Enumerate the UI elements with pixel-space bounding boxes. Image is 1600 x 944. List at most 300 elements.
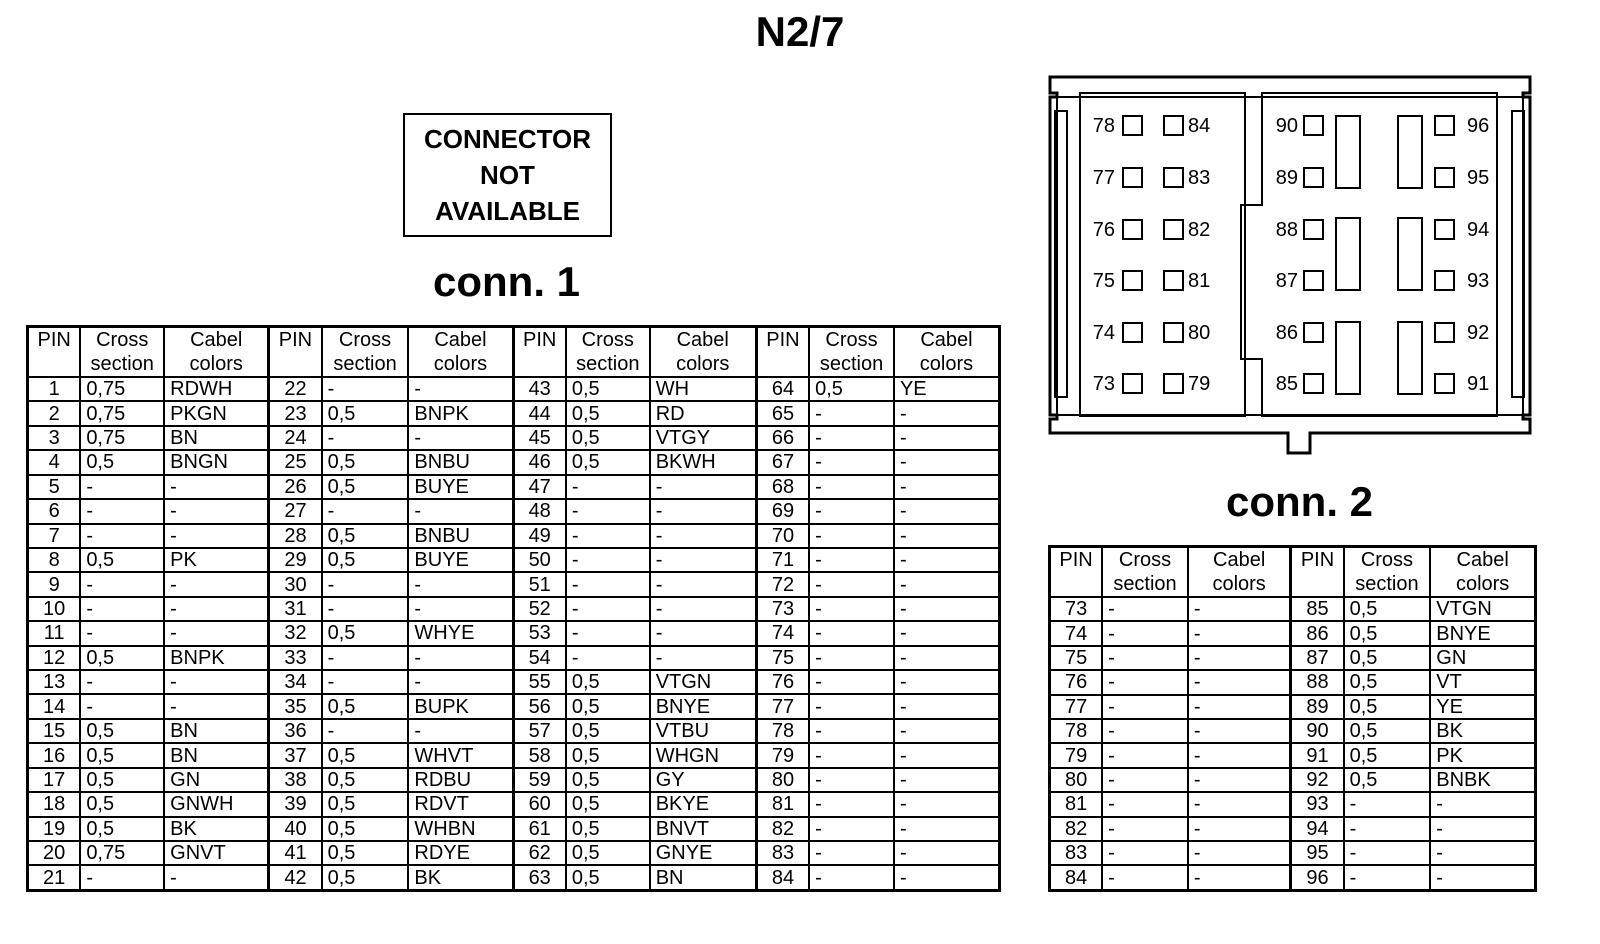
pin-number: 79 bbox=[1050, 743, 1103, 767]
pin-number: 52 bbox=[513, 597, 566, 621]
pin-number: 40 bbox=[269, 817, 322, 841]
conn1-header-cross-section: Cross section bbox=[322, 327, 409, 378]
cabel-color-value: BNBK bbox=[1430, 768, 1535, 792]
table-row bbox=[1050, 597, 1536, 621]
pin-number: 81 bbox=[756, 792, 809, 816]
pin-number: 81 bbox=[1050, 792, 1103, 816]
cabel-color-value: BNBU bbox=[408, 524, 513, 548]
conn2-header-pin: PIN bbox=[1050, 547, 1103, 598]
cross-section-value: 0,75 bbox=[80, 377, 164, 401]
cabel-color-value: - bbox=[894, 646, 1000, 670]
cross-section-value: - bbox=[80, 475, 164, 499]
table-row bbox=[28, 817, 1000, 841]
pin-number: 61 bbox=[513, 817, 566, 841]
cross-section-value: - bbox=[322, 719, 409, 743]
pin-number: 46 bbox=[513, 450, 566, 474]
pin-number: 32 bbox=[269, 621, 322, 645]
cross-section-value: - bbox=[809, 792, 894, 816]
cross-section-value: 0,5 bbox=[322, 865, 409, 890]
cross-section-value: 0,5 bbox=[566, 768, 650, 792]
cabel-color-value: GNVT bbox=[164, 841, 269, 865]
cabel-color-value: - bbox=[164, 597, 269, 621]
pin-number: 59 bbox=[513, 768, 566, 792]
contact-slot bbox=[1336, 322, 1360, 394]
cross-section-value: - bbox=[1344, 792, 1431, 816]
pin-socket bbox=[1304, 374, 1323, 393]
conn2-label: conn. 2 bbox=[1226, 478, 1374, 525]
pin-number: 80 bbox=[1050, 768, 1103, 792]
cabel-color-value: GNWH bbox=[164, 792, 269, 816]
pin-label: 90 bbox=[1275, 115, 1298, 137]
cabel-color-value: - bbox=[164, 524, 269, 548]
cross-section-value: - bbox=[322, 670, 409, 694]
pin-label: 84 bbox=[1188, 115, 1211, 137]
cross-section-value: 0,5 bbox=[566, 426, 650, 450]
cabel-color-value: BN bbox=[164, 426, 269, 450]
cross-section-value: - bbox=[1102, 817, 1188, 841]
cabel-color-value: - bbox=[1430, 792, 1535, 816]
pin-socket bbox=[1435, 220, 1454, 239]
cross-section-value: 0,5 bbox=[322, 548, 409, 572]
cross-section-value: 0,5 bbox=[1344, 670, 1431, 694]
cabel-color-value: - bbox=[650, 572, 757, 596]
cross-section-value: 0,5 bbox=[566, 841, 650, 865]
cross-section-value: 0,5 bbox=[80, 450, 164, 474]
table-row bbox=[28, 377, 1000, 401]
pin-number: 25 bbox=[269, 450, 322, 474]
cabel-color-value: - bbox=[1430, 817, 1535, 841]
cross-section-value: 0,5 bbox=[566, 694, 650, 718]
cabel-color-value: - bbox=[164, 865, 269, 890]
table-row bbox=[1050, 743, 1536, 767]
cabel-color-value: VT bbox=[1430, 670, 1535, 694]
cabel-color-value: BKYE bbox=[650, 792, 757, 816]
cross-section-value: 0,5 bbox=[322, 694, 409, 718]
pin-number: 73 bbox=[1050, 597, 1103, 621]
cross-section-value: - bbox=[566, 524, 650, 548]
cabel-color-value: WHYE bbox=[408, 621, 513, 645]
cross-section-value: - bbox=[809, 475, 894, 499]
pin-number: 73 bbox=[756, 597, 809, 621]
pin-number: 93 bbox=[1291, 792, 1344, 816]
pin-number: 95 bbox=[1291, 841, 1344, 865]
pin-label: 82 bbox=[1188, 219, 1211, 241]
cabel-color-value: BK bbox=[1430, 719, 1535, 743]
table-row bbox=[1050, 621, 1536, 645]
table-row bbox=[28, 524, 1000, 548]
pin-number: 7 bbox=[28, 524, 81, 548]
cabel-color-value: BNPK bbox=[164, 646, 269, 670]
pin-number: 66 bbox=[756, 426, 809, 450]
table-row bbox=[1050, 646, 1536, 670]
cabel-color-value: - bbox=[164, 694, 269, 718]
pin-socket bbox=[1123, 323, 1142, 342]
cabel-color-value: - bbox=[408, 572, 513, 596]
cross-section-value: - bbox=[809, 841, 894, 865]
cabel-color-value: - bbox=[650, 548, 757, 572]
right-pin-block bbox=[1241, 93, 1497, 416]
pin-number: 45 bbox=[513, 426, 566, 450]
cabel-color-value: - bbox=[1188, 743, 1291, 767]
pin-socket bbox=[1164, 323, 1183, 342]
conn1-header-cabel-colors: Cabel colors bbox=[650, 327, 757, 378]
table-row bbox=[1050, 841, 1536, 865]
cross-section-value: - bbox=[1344, 865, 1431, 890]
cabel-color-value: - bbox=[164, 572, 269, 596]
pin-number: 80 bbox=[756, 768, 809, 792]
cabel-color-value: VTGN bbox=[1430, 597, 1535, 621]
cross-section-value: 0,5 bbox=[566, 817, 650, 841]
table-row bbox=[28, 572, 1000, 596]
pin-number: 83 bbox=[756, 841, 809, 865]
pin-number: 55 bbox=[513, 670, 566, 694]
table-row bbox=[28, 694, 1000, 718]
cabel-color-value: - bbox=[1188, 817, 1291, 841]
page-title: N2/7 bbox=[755, 8, 845, 55]
pin-number: 51 bbox=[513, 572, 566, 596]
conn1-header-row bbox=[28, 327, 1000, 378]
pin-number: 23 bbox=[269, 401, 322, 425]
table-row bbox=[28, 865, 1000, 890]
cabel-color-value: - bbox=[408, 646, 513, 670]
cross-section-value: 0,5 bbox=[322, 621, 409, 645]
conn1-header-pin: PIN bbox=[756, 327, 809, 378]
pin-number: 49 bbox=[513, 524, 566, 548]
cabel-color-value: PKGN bbox=[164, 401, 269, 425]
cross-section-value: - bbox=[1102, 743, 1188, 767]
cross-section-value: - bbox=[566, 499, 650, 523]
table-row bbox=[28, 743, 1000, 767]
cabel-color-value: YE bbox=[894, 377, 1000, 401]
cross-section-value: 0,5 bbox=[566, 719, 650, 743]
pin-number: 85 bbox=[1291, 597, 1344, 621]
pin-number: 36 bbox=[269, 719, 322, 743]
pin-number: 74 bbox=[756, 621, 809, 645]
pin-number: 63 bbox=[513, 865, 566, 890]
contact-slot bbox=[1398, 322, 1422, 394]
pin-socket bbox=[1435, 271, 1454, 290]
cabel-color-value: - bbox=[408, 426, 513, 450]
cabel-color-value: - bbox=[894, 401, 1000, 425]
pin-number: 30 bbox=[269, 572, 322, 596]
cross-section-value: 0,5 bbox=[1344, 743, 1431, 767]
cabel-color-value: - bbox=[650, 646, 757, 670]
pin-number: 48 bbox=[513, 499, 566, 523]
pin-socket bbox=[1304, 220, 1323, 239]
na-line-1: CONNECTOR bbox=[423, 124, 592, 154]
pin-socket bbox=[1123, 168, 1142, 187]
pin-number: 27 bbox=[269, 499, 322, 523]
pin-number: 5 bbox=[28, 475, 81, 499]
cross-section-value: - bbox=[80, 670, 164, 694]
cross-section-value: 0,5 bbox=[1344, 768, 1431, 792]
cabel-color-value: - bbox=[894, 450, 1000, 474]
pin-label: 96 bbox=[1467, 115, 1490, 137]
cabel-color-value: - bbox=[164, 621, 269, 645]
cabel-color-value: - bbox=[408, 377, 513, 401]
cabel-color-value: - bbox=[164, 499, 269, 523]
cabel-color-value: BUYE bbox=[408, 475, 513, 499]
pin-socket bbox=[1123, 220, 1142, 239]
cross-section-value: - bbox=[1102, 695, 1188, 719]
pin-number: 13 bbox=[28, 670, 81, 694]
cabel-color-value: - bbox=[1188, 768, 1291, 792]
pin-number: 1 bbox=[28, 377, 81, 401]
pin-number: 82 bbox=[756, 817, 809, 841]
table-row bbox=[28, 792, 1000, 816]
conn1-header-cabel-colors: Cabel colors bbox=[894, 327, 1000, 378]
cabel-color-value: - bbox=[894, 597, 1000, 621]
pin-number: 41 bbox=[269, 841, 322, 865]
left-pin-block bbox=[1080, 93, 1245, 416]
cabel-color-value: BNGN bbox=[164, 450, 269, 474]
connector-inner-frame bbox=[1057, 97, 1523, 415]
cross-section-value: - bbox=[809, 694, 894, 718]
conn1-header-cross-section: Cross section bbox=[809, 327, 894, 378]
cabel-color-value: - bbox=[408, 597, 513, 621]
conn1-header-cross-section: Cross section bbox=[80, 327, 164, 378]
pin-number: 21 bbox=[28, 865, 81, 890]
cross-section-value: - bbox=[809, 548, 894, 572]
contact-slot bbox=[1398, 116, 1422, 188]
pin-number: 62 bbox=[513, 841, 566, 865]
pin-socket bbox=[1304, 116, 1323, 135]
cabel-color-value: BK bbox=[408, 865, 513, 890]
pin-socket bbox=[1304, 271, 1323, 290]
cabel-color-value: BUPK bbox=[408, 694, 513, 718]
cabel-color-value: - bbox=[1188, 621, 1291, 645]
table-row bbox=[1050, 695, 1536, 719]
table-row bbox=[28, 597, 1000, 621]
cabel-color-value: - bbox=[164, 475, 269, 499]
pin-label: 77 bbox=[1092, 167, 1115, 189]
cross-section-value: - bbox=[566, 597, 650, 621]
cross-section-value: 0,5 bbox=[80, 768, 164, 792]
conn1-header-cross-section: Cross section bbox=[566, 327, 650, 378]
pin-number: 28 bbox=[269, 524, 322, 548]
table-row bbox=[28, 768, 1000, 792]
cabel-color-value: WHBN bbox=[408, 817, 513, 841]
table-row bbox=[1050, 670, 1536, 694]
pin-number: 83 bbox=[1050, 841, 1103, 865]
cross-section-value: - bbox=[566, 621, 650, 645]
cabel-color-value: GY bbox=[650, 768, 757, 792]
pin-number: 84 bbox=[1050, 865, 1103, 890]
cross-section-value: - bbox=[1102, 670, 1188, 694]
cabel-color-value: - bbox=[894, 670, 1000, 694]
pin-number: 12 bbox=[28, 646, 81, 670]
cabel-color-value: - bbox=[1188, 792, 1291, 816]
pin-label: 87 bbox=[1275, 270, 1298, 292]
cabel-color-value: - bbox=[408, 719, 513, 743]
pin-label: 91 bbox=[1467, 373, 1490, 395]
cross-section-value: 0,5 bbox=[322, 743, 409, 767]
pin-number: 4 bbox=[28, 450, 81, 474]
pin-socket bbox=[1164, 271, 1183, 290]
pin-number: 16 bbox=[28, 743, 81, 767]
pin-number: 79 bbox=[756, 743, 809, 767]
pin-number: 14 bbox=[28, 694, 81, 718]
pin-number: 65 bbox=[756, 401, 809, 425]
cross-section-value: - bbox=[1102, 768, 1188, 792]
table-row bbox=[28, 719, 1000, 743]
cross-section-value: - bbox=[1102, 621, 1188, 645]
cabel-color-value: BNYE bbox=[1430, 621, 1535, 645]
cross-section-value: - bbox=[809, 450, 894, 474]
cabel-color-value: YE bbox=[1430, 695, 1535, 719]
pin-number: 39 bbox=[269, 792, 322, 816]
cabel-color-value: - bbox=[894, 548, 1000, 572]
table-row bbox=[1050, 768, 1536, 792]
cabel-color-value: - bbox=[894, 792, 1000, 816]
pin-label: 92 bbox=[1467, 322, 1490, 344]
cabel-color-value: - bbox=[650, 621, 757, 645]
pin-label: 78 bbox=[1092, 115, 1115, 137]
pin-number: 78 bbox=[756, 719, 809, 743]
cross-section-value: 0,5 bbox=[1344, 621, 1431, 645]
connector-pinout-diagram bbox=[1045, 75, 1535, 457]
pin-number: 34 bbox=[269, 670, 322, 694]
cross-section-value: - bbox=[566, 646, 650, 670]
cross-section-value: - bbox=[809, 426, 894, 450]
table-row bbox=[28, 401, 1000, 425]
pin-number: 78 bbox=[1050, 719, 1103, 743]
cross-section-value: - bbox=[322, 646, 409, 670]
pin-number: 87 bbox=[1291, 646, 1344, 670]
na-line-3: AVAILABLE bbox=[435, 196, 580, 226]
cabel-color-value: - bbox=[164, 670, 269, 694]
pin-number: 10 bbox=[28, 597, 81, 621]
pin-socket bbox=[1164, 116, 1183, 135]
pin-label: 74 bbox=[1092, 322, 1115, 344]
cross-section-value: 0,5 bbox=[80, 743, 164, 767]
cross-section-value: - bbox=[322, 426, 409, 450]
pin-number: 88 bbox=[1291, 670, 1344, 694]
pin-number: 38 bbox=[269, 768, 322, 792]
conn1-header-pin: PIN bbox=[513, 327, 566, 378]
pin-label: 79 bbox=[1188, 373, 1211, 395]
pin-number: 84 bbox=[756, 865, 809, 890]
pin-number: 3 bbox=[28, 426, 81, 450]
pin-number: 9 bbox=[28, 572, 81, 596]
pin-socket bbox=[1123, 116, 1142, 135]
cross-section-value: - bbox=[809, 670, 894, 694]
pin-number: 90 bbox=[1291, 719, 1344, 743]
pin-label: 75 bbox=[1092, 270, 1115, 292]
cabel-color-value: - bbox=[1188, 719, 1291, 743]
pin-number: 42 bbox=[269, 865, 322, 890]
table-row bbox=[28, 646, 1000, 670]
conn2-header-cabel-colors: Cabel colors bbox=[1430, 547, 1535, 598]
cross-section-value: - bbox=[80, 597, 164, 621]
pin-socket bbox=[1164, 220, 1183, 239]
pin-number: 57 bbox=[513, 719, 566, 743]
cross-section-value: 0,5 bbox=[1344, 597, 1431, 621]
cabel-color-value: - bbox=[1188, 841, 1291, 865]
pin-number: 76 bbox=[1050, 670, 1103, 694]
cabel-color-value: - bbox=[650, 524, 757, 548]
pin-number: 76 bbox=[756, 670, 809, 694]
pin-number: 82 bbox=[1050, 817, 1103, 841]
pin-number: 58 bbox=[513, 743, 566, 767]
cross-section-value: 0,5 bbox=[566, 401, 650, 425]
cross-section-value: 0,5 bbox=[80, 817, 164, 841]
pin-number: 64 bbox=[756, 377, 809, 401]
cross-section-value: 0,5 bbox=[1344, 695, 1431, 719]
cross-section-value: - bbox=[1102, 865, 1188, 890]
pin-number: 15 bbox=[28, 719, 81, 743]
pin-socket bbox=[1164, 374, 1183, 393]
cabel-color-value: BK bbox=[164, 817, 269, 841]
pin-socket bbox=[1435, 116, 1454, 135]
pin-number: 29 bbox=[269, 548, 322, 572]
cabel-color-value: - bbox=[650, 475, 757, 499]
cross-section-value: 0,5 bbox=[322, 450, 409, 474]
cabel-color-value: RDBU bbox=[408, 768, 513, 792]
pin-socket bbox=[1435, 374, 1454, 393]
cabel-color-value: BN bbox=[164, 719, 269, 743]
cabel-color-value: - bbox=[1188, 865, 1291, 890]
conn2-header-pin: PIN bbox=[1291, 547, 1344, 598]
pin-number: 54 bbox=[513, 646, 566, 670]
cross-section-value: 0,5 bbox=[1344, 719, 1431, 743]
pin-label: 86 bbox=[1275, 322, 1298, 344]
cross-section-value: 0,75 bbox=[80, 401, 164, 425]
pin-number: 19 bbox=[28, 817, 81, 841]
table-row bbox=[28, 621, 1000, 645]
cabel-color-value: GNYE bbox=[650, 841, 757, 865]
pin-number: 44 bbox=[513, 401, 566, 425]
na-line-2: NOT bbox=[480, 160, 535, 190]
cross-section-value: - bbox=[1344, 841, 1431, 865]
pin-number: 50 bbox=[513, 548, 566, 572]
conn2-header-cabel-colors: Cabel colors bbox=[1188, 547, 1291, 598]
cabel-color-value: PK bbox=[1430, 743, 1535, 767]
cross-section-value: - bbox=[809, 621, 894, 645]
pin-socket bbox=[1435, 168, 1454, 187]
cabel-color-value: - bbox=[1188, 695, 1291, 719]
cross-section-value: 0,5 bbox=[1344, 646, 1431, 670]
cabel-color-value: GN bbox=[164, 768, 269, 792]
cabel-color-value: - bbox=[1188, 670, 1291, 694]
table-row bbox=[1050, 865, 1536, 890]
cabel-color-value: - bbox=[408, 499, 513, 523]
cabel-color-value: VTGY bbox=[650, 426, 757, 450]
pin-label: 93 bbox=[1467, 270, 1490, 292]
cabel-color-value: - bbox=[894, 499, 1000, 523]
pin-socket bbox=[1435, 323, 1454, 342]
cross-section-value: - bbox=[1102, 597, 1188, 621]
cross-section-value: - bbox=[809, 646, 894, 670]
pin-label: 88 bbox=[1275, 219, 1298, 241]
cabel-color-value: - bbox=[894, 621, 1000, 645]
table-row bbox=[28, 426, 1000, 450]
pin-number: 8 bbox=[28, 548, 81, 572]
pin-layer bbox=[1093, 115, 1490, 395]
cross-section-value: - bbox=[809, 499, 894, 523]
table-row bbox=[1050, 792, 1536, 816]
pin-number: 69 bbox=[756, 499, 809, 523]
cabel-color-value: BNVT bbox=[650, 817, 757, 841]
cross-section-value: - bbox=[322, 499, 409, 523]
cross-section-value: 0,5 bbox=[322, 401, 409, 425]
cross-section-value: 0,5 bbox=[566, 865, 650, 890]
cross-section-value: - bbox=[80, 621, 164, 645]
cabel-color-value: - bbox=[894, 426, 1000, 450]
pin-label: 95 bbox=[1467, 167, 1490, 189]
pin-number: 92 bbox=[1291, 768, 1344, 792]
pin-number: 77 bbox=[1050, 695, 1103, 719]
